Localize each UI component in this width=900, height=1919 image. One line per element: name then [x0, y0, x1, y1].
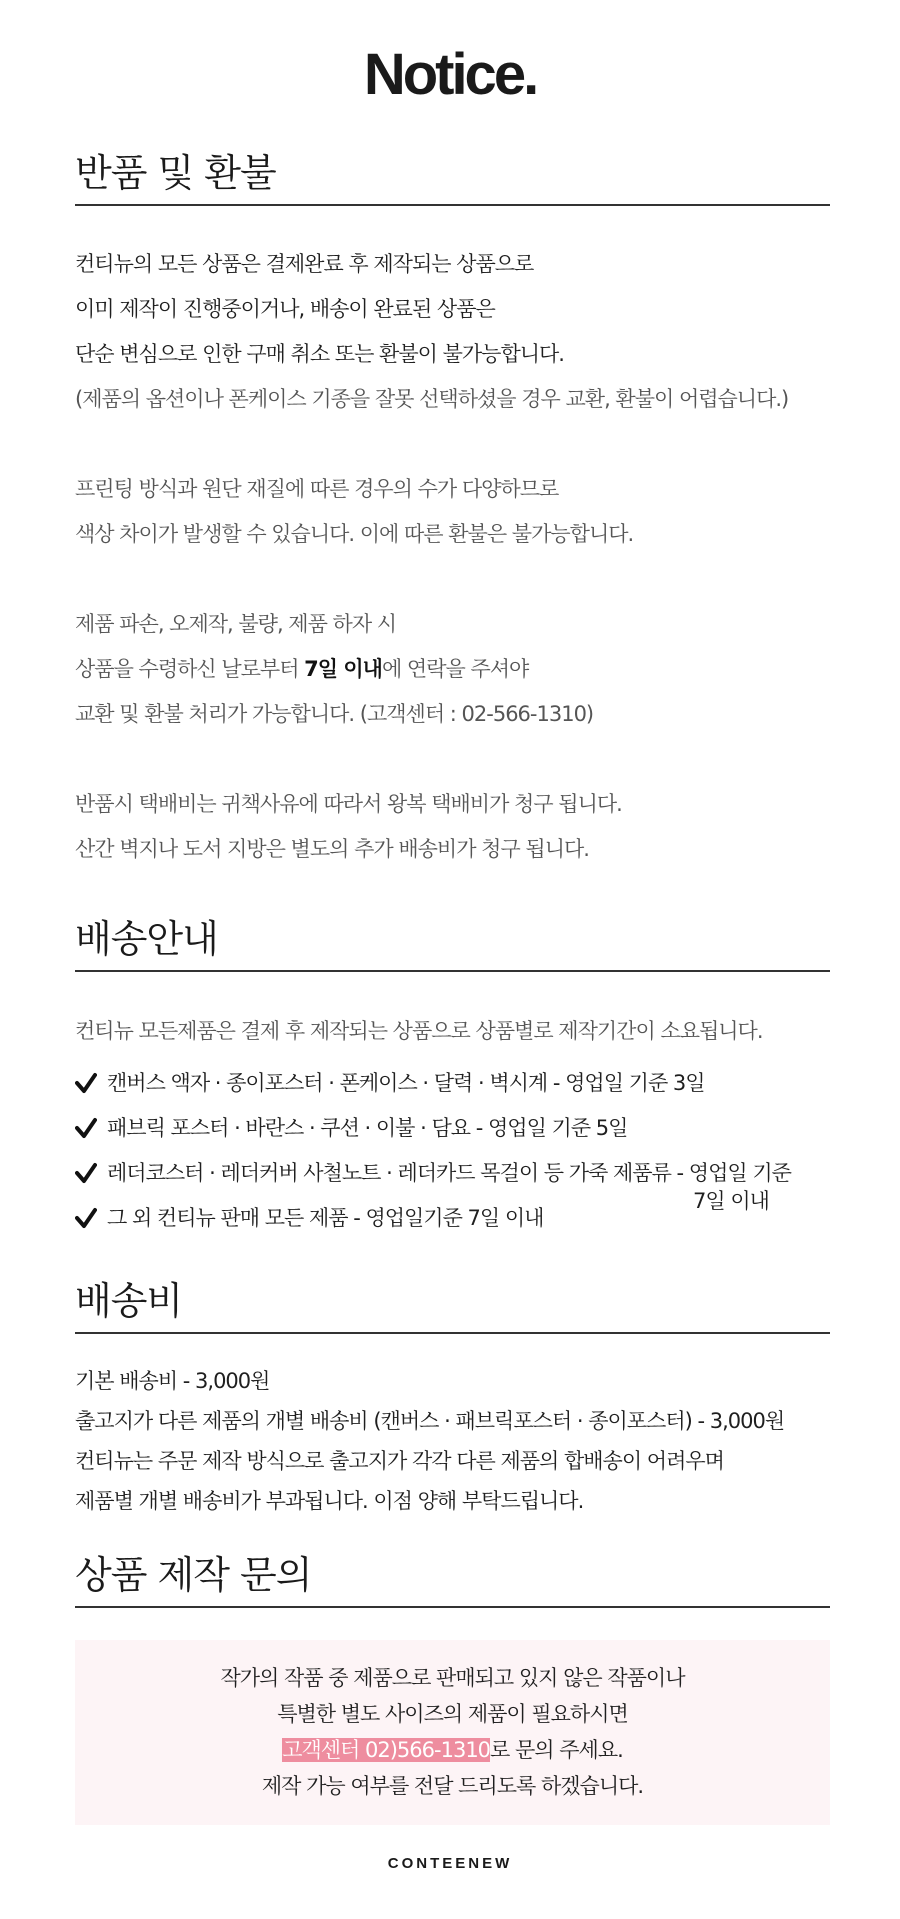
fee-line-1: 기본 배송비 - 3,000원 [75, 1369, 270, 1393]
refund-line-6: 색상 차이가 발생할 수 있습니다. 이에 따른 환불은 불가능합니다. [75, 522, 634, 546]
section-fee-header [75, 1276, 830, 1334]
refund-line-1: 컨티뉴의 모든 상품은 결제완료 후 제작되는 상품으로 [75, 252, 534, 276]
section-shipping-heading: 배송안내 [75, 917, 218, 961]
refund-line-4: (제품의 옵션이나 폰케이스 기종을 잘못 선택하셨을 경우 교환, 환불이 어렵습니다.) [75, 387, 789, 411]
refund-line-10: 반품시 택배비는 귀책사유에 따라서 왕복 택배비가 청구 됩니다. [75, 792, 622, 816]
shipping-intro: 컨티뉴 모든제품은 결제 후 제작되는 상품으로 상품별로 제작기간이 소요됩니다. [75, 1019, 763, 1043]
refund-line-7: 제품 파손, 오제작, 불량, 제품 하자 시 [75, 612, 397, 636]
inquiry-line-2: 특별한 별도 사이즈의 제품이 필요하시면 [277, 1702, 628, 1726]
shipping-item-3-cont: 7일 이내 [693, 1189, 769, 1213]
refund-line-9: 교환 및 환불 처리가 가능합니다. (고객센터 : 02-566-1310) [75, 702, 594, 726]
section-shipping-header [75, 914, 830, 972]
fee-line-4: 제품별 개별 배송비가 부과됩니다. 이점 양해 부탁드립니다. [75, 1489, 584, 1513]
check-icon [75, 1072, 97, 1094]
fee-line-2: 출고지가 다른 제품의 개별 배송비 (캔버스 · 패브릭포스터 · 종이포스터) - 3,000원 [75, 1409, 785, 1433]
refund-line-8-b: 에 연락을 주셔야 [381, 657, 529, 681]
section-inquiry-heading: 상품 제작 문의 [75, 1553, 312, 1597]
page-title: Notice. [363, 42, 537, 107]
customer-center-phone[interactable]: 고객센터 02)566-1310 [282, 1738, 491, 1762]
shipping-item-2: 패브릭 포스터 · 바란스 · 쿠션 · 이불 · 담요 - 영업일 기준 5일 [107, 1116, 628, 1140]
refund-line-8-a: 상품을 수령하신 날로부터 [75, 657, 305, 681]
section-refund-heading: 반품 및 환불 [75, 151, 276, 195]
check-icon [75, 1117, 97, 1139]
refund-line-5: 프린팅 방식과 원단 재질에 따른 경우의 수가 다양하므로 [75, 477, 559, 501]
check-icon [75, 1207, 97, 1229]
inquiry-line-3-rest: 로 문의 주세요. [490, 1738, 623, 1762]
shipping-item-1: 캔버스 액자 · 종이포스터 · 폰케이스 · 달력 · 벽시계 - 영업일 기준 3일 [107, 1071, 705, 1095]
refund-line-2: 이미 제작이 진행중이거나, 배송이 완료된 상품은 [75, 297, 495, 321]
section-inquiry-header [75, 1550, 830, 1608]
refund-line-8 [75, 653, 528, 683]
inquiry-line-4: 제작 가능 여부를 전달 드리도록 하겠습니다. [261, 1774, 644, 1798]
inquiry-line-1: 작가의 작품 중 제품으로 판매되고 있지 않은 작품이나 [220, 1666, 685, 1690]
refund-line-8-emph: 7일 이내 [304, 657, 382, 681]
fee-line-3: 컨티뉴는 주문 제작 방식으로 출고지가 각각 다른 제품의 합배송이 어려우며 [75, 1449, 724, 1473]
shipping-item-3: 레더코스터 · 레더커버 사철노트 · 레더카드 목걸이 등 가죽 제품류 - 영업일 기준 [107, 1161, 791, 1185]
refund-line-3: 단순 변심으로 인한 구매 취소 또는 환불이 불가능합니다. [75, 342, 564, 366]
inquiry-line-3 [75, 1734, 830, 1764]
check-icon [75, 1162, 97, 1184]
footer-brand: CONTEENEW [387, 1855, 513, 1872]
section-refund-header [75, 148, 830, 206]
section-fee-heading: 배송비 [75, 1279, 183, 1323]
inquiry-box [75, 1640, 830, 1825]
refund-line-11: 산간 벽지나 도서 지방은 별도의 추가 배송비가 청구 됩니다. [75, 837, 589, 861]
shipping-item-4: 그 외 컨티뉴 판매 모든 제품 - 영업일기준 7일 이내 [107, 1206, 544, 1230]
